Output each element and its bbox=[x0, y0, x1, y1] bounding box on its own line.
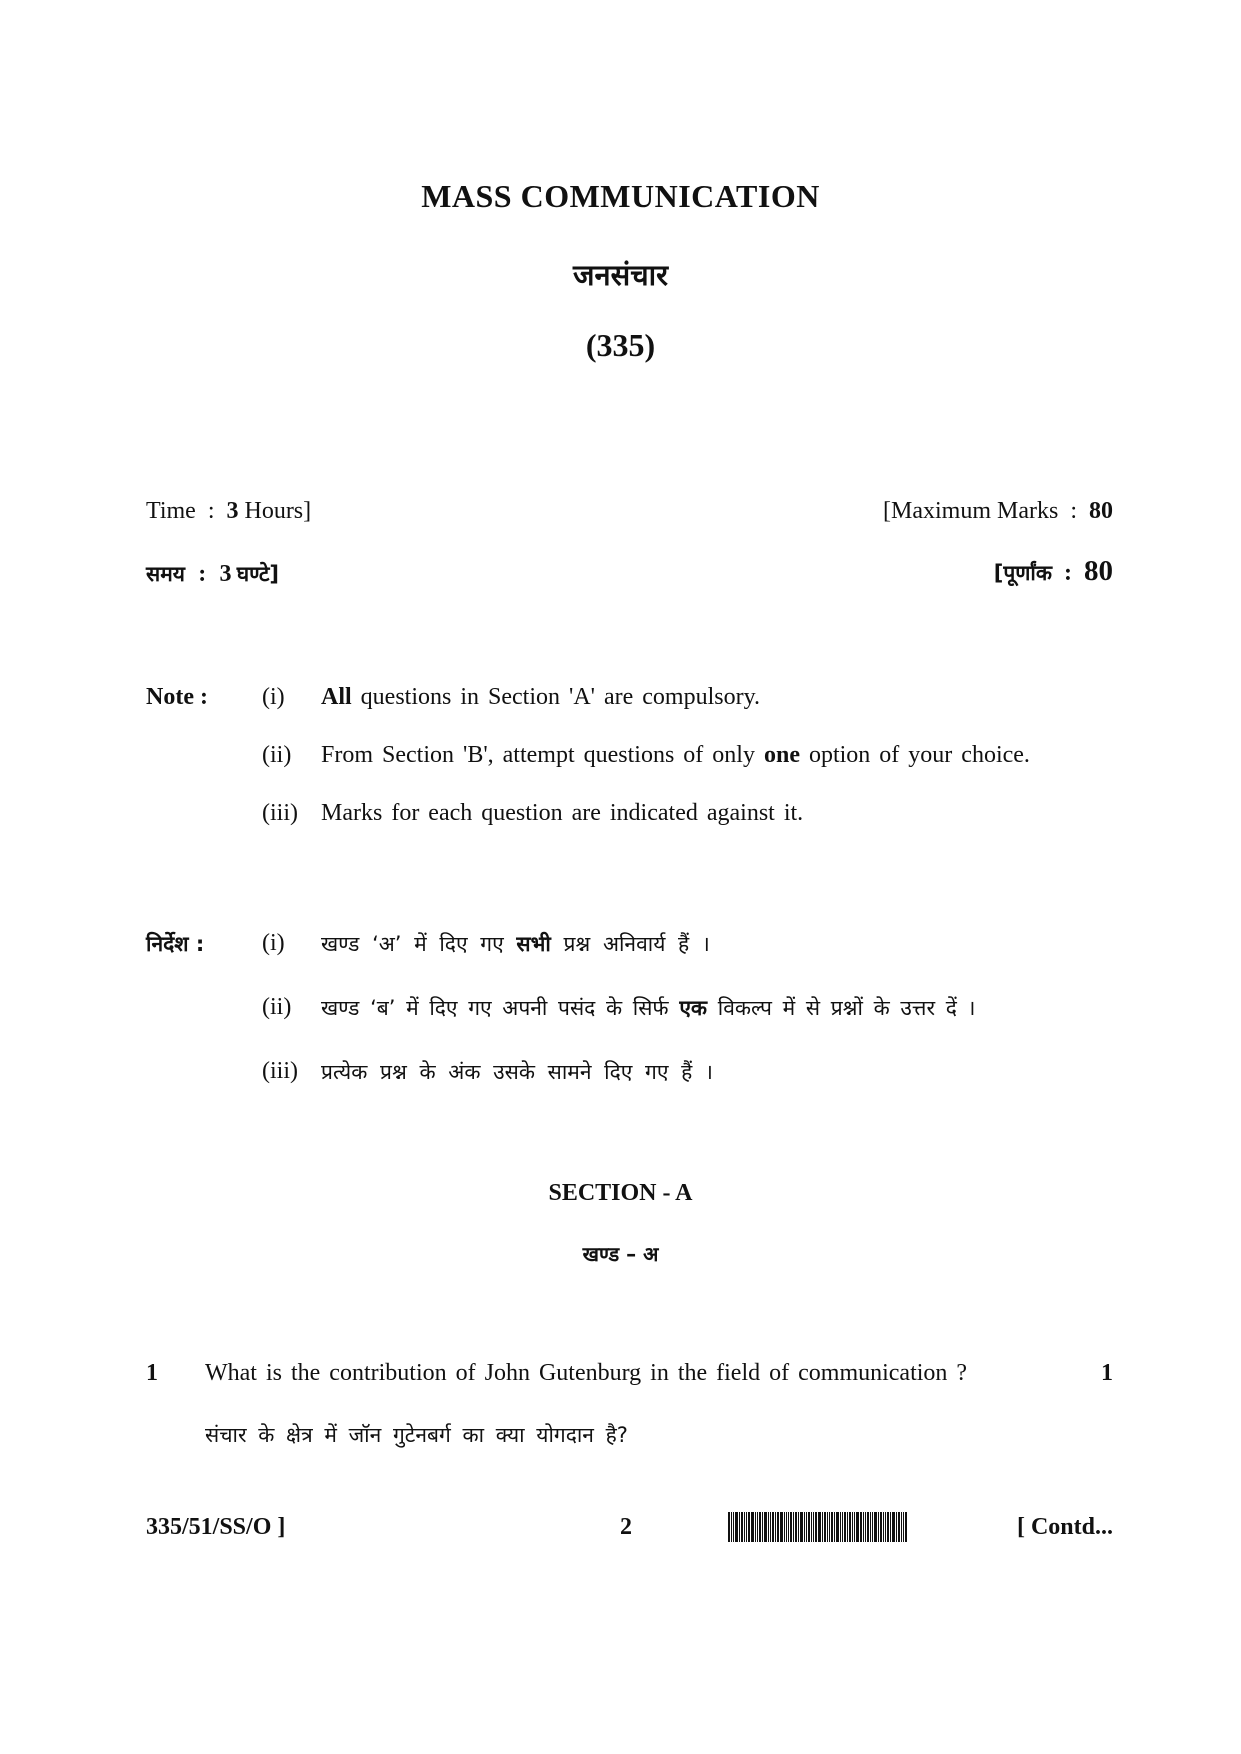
barcode-bar bbox=[872, 1512, 873, 1542]
max-marks-label-hi: [पूर्णांक bbox=[993, 561, 1052, 585]
note-item-text: Marks for each question are indicated against it. bbox=[321, 800, 804, 826]
time-label-hi: समय bbox=[146, 562, 185, 586]
barcode-bar bbox=[800, 1512, 803, 1542]
barcode-bar bbox=[883, 1512, 884, 1542]
barcode-bar bbox=[748, 1512, 750, 1542]
barcode-bar bbox=[885, 1512, 886, 1542]
barcode-bar bbox=[878, 1512, 879, 1542]
barcode-bar bbox=[860, 1512, 862, 1542]
barcode-bar bbox=[834, 1512, 835, 1542]
barcode-bar bbox=[804, 1512, 805, 1542]
barcode-bar bbox=[733, 1512, 734, 1542]
max-marks-label: [Maximum Marks bbox=[883, 498, 1059, 524]
barcode-bar bbox=[764, 1512, 767, 1542]
question-number: 1 bbox=[146, 1360, 158, 1386]
note-label-hindi: निर्देश : bbox=[146, 932, 205, 956]
barcode-bar bbox=[741, 1512, 743, 1542]
max-marks-sep: : bbox=[1070, 498, 1077, 524]
barcode-bar bbox=[784, 1512, 785, 1542]
barcode-bar bbox=[739, 1512, 740, 1542]
barcode-bar bbox=[874, 1512, 877, 1542]
barcode-bar bbox=[854, 1512, 855, 1542]
barcode-bar bbox=[731, 1512, 732, 1542]
barcode-bar bbox=[901, 1512, 902, 1542]
paper-title-hindi: जनसंचार bbox=[572, 258, 668, 292]
barcode-bar bbox=[786, 1512, 787, 1542]
barcode-bar bbox=[818, 1512, 821, 1542]
barcode-bar bbox=[865, 1512, 866, 1542]
note-item-text: खण्ड ‘अ’ में दिए गए bbox=[321, 932, 504, 956]
note-item bbox=[321, 800, 803, 827]
max-marks-value-hi: 80 bbox=[1084, 555, 1113, 587]
note-item-hindi bbox=[321, 994, 976, 1022]
note-item-bold: All bbox=[321, 684, 352, 710]
time-line-en bbox=[146, 498, 311, 525]
note-item-number: (iii) bbox=[262, 1058, 298, 1084]
barcode-bar bbox=[890, 1512, 891, 1542]
barcode-bar bbox=[880, 1512, 882, 1542]
barcode-bar bbox=[755, 1512, 756, 1542]
barcode-bar bbox=[822, 1512, 823, 1542]
barcode-bar bbox=[759, 1512, 761, 1542]
barcode-bar bbox=[824, 1512, 826, 1542]
time-value: 3 bbox=[226, 498, 239, 524]
barcode-bar bbox=[887, 1512, 889, 1542]
barcode-bar bbox=[898, 1512, 900, 1542]
note-item-number: (i) bbox=[262, 684, 285, 710]
barcode-bar bbox=[870, 1512, 871, 1542]
barcode-bar bbox=[772, 1512, 774, 1542]
time-label: Time bbox=[146, 498, 196, 524]
note-item-hindi bbox=[321, 930, 710, 958]
note-item-bold: एक bbox=[679, 996, 708, 1020]
barcode-bar bbox=[744, 1512, 745, 1542]
max-marks-line-hi bbox=[994, 555, 1113, 588]
barcode-bar bbox=[806, 1512, 807, 1542]
note-item-text: खण्ड ‘ब’ में दिए गए अपनी पसंद के सिर्फ bbox=[321, 996, 669, 1020]
note-item-number: (ii) bbox=[262, 994, 292, 1020]
barcode-bar bbox=[770, 1512, 771, 1542]
note-label: Note : bbox=[146, 684, 208, 710]
subject-code: (335) bbox=[585, 327, 656, 363]
barcode-bar bbox=[780, 1512, 783, 1542]
page-number: 2 bbox=[620, 1514, 632, 1540]
paper-code: 335/51/SS/O ] bbox=[146, 1514, 286, 1540]
barcode-bar bbox=[757, 1512, 758, 1542]
barcode-bar bbox=[856, 1512, 859, 1542]
barcode bbox=[728, 1512, 980, 1542]
barcode-bar bbox=[775, 1512, 776, 1542]
barcode-bar bbox=[829, 1512, 830, 1542]
note-item-text: From Section 'B', attempt questions of only bbox=[321, 742, 755, 768]
barcode-bar bbox=[751, 1512, 754, 1542]
barcode-bar bbox=[788, 1512, 789, 1542]
barcode-bar bbox=[847, 1512, 848, 1542]
contd-label: [ Contd... bbox=[1016, 1514, 1113, 1540]
barcode-bar bbox=[768, 1512, 769, 1542]
barcode-bar bbox=[808, 1512, 810, 1542]
note-item-text: option of your choice. bbox=[808, 742, 1030, 768]
barcode-bar bbox=[836, 1512, 839, 1542]
note-item bbox=[321, 684, 760, 711]
barcode-bar bbox=[831, 1512, 833, 1542]
barcode-bar bbox=[892, 1512, 895, 1542]
barcode-bar bbox=[896, 1512, 897, 1542]
note-item-text: प्रश्न अनिवार्य हैं । bbox=[563, 932, 710, 956]
barcode-bar bbox=[735, 1512, 738, 1542]
barcode-bar bbox=[793, 1512, 794, 1542]
barcode-bar bbox=[813, 1512, 814, 1542]
note-item-number: (i) bbox=[262, 930, 285, 956]
barcode-bar bbox=[798, 1512, 799, 1542]
time-sep: : bbox=[207, 498, 215, 524]
note-item bbox=[321, 742, 1030, 769]
time-value-hi: 3 bbox=[219, 561, 232, 587]
section-title-hindi: खण्ड – अ bbox=[582, 1242, 659, 1266]
note-item-text: प्रत्येक प्रश्न के अंक उसके सामने दिए गए हैं । bbox=[321, 1060, 713, 1084]
question-text-hindi: संचार के क्षेत्र में जॉन गुटेनबर्ग का क्या योगदान है? bbox=[205, 1423, 628, 1447]
max-marks-line-en bbox=[883, 498, 1113, 525]
barcode-bar bbox=[815, 1512, 817, 1542]
note-item-text: questions in Section 'A' are compulsory. bbox=[360, 684, 761, 710]
barcode-bar bbox=[790, 1512, 792, 1542]
note-item-number: (iii) bbox=[262, 800, 298, 826]
question-text: What is the contribution of John Gutenburg in the field of communication ? bbox=[205, 1360, 968, 1386]
paper-title: MASS COMMUNICATION bbox=[421, 178, 820, 214]
barcode-bar bbox=[728, 1512, 730, 1542]
barcode-bar bbox=[867, 1512, 869, 1542]
max-marks-sep-hi: : bbox=[1064, 560, 1072, 586]
note-item-number: (ii) bbox=[262, 742, 292, 768]
barcode-bar bbox=[842, 1512, 843, 1542]
barcode-bar bbox=[746, 1512, 747, 1542]
barcode-bar bbox=[840, 1512, 841, 1542]
barcode-bar bbox=[827, 1512, 828, 1542]
max-marks-value: 80 bbox=[1089, 498, 1113, 524]
section-title: SECTION - A bbox=[548, 1180, 693, 1206]
note-item-bold: सभी bbox=[516, 932, 551, 956]
barcode-bar bbox=[849, 1512, 851, 1542]
note-item-text: विकल्प में से प्रश्नों के उत्तर दें । bbox=[717, 996, 976, 1020]
time-unit: Hours] bbox=[244, 498, 312, 524]
barcode-bar bbox=[762, 1512, 763, 1542]
barcode-bar bbox=[795, 1512, 797, 1542]
time-line-hi bbox=[146, 560, 279, 588]
barcode-bar bbox=[903, 1512, 904, 1542]
time-unit-hi: घण्टे] bbox=[236, 562, 280, 586]
time-sep-hi: : bbox=[198, 561, 207, 587]
barcode-bar bbox=[811, 1512, 812, 1542]
note-item-bold: one bbox=[763, 742, 800, 768]
barcode-bar bbox=[777, 1512, 779, 1542]
note-item-hindi bbox=[321, 1058, 713, 1086]
barcode-bar bbox=[844, 1512, 846, 1542]
question-marks: 1 bbox=[1101, 1360, 1113, 1386]
barcode-bar bbox=[863, 1512, 864, 1542]
barcode-bar bbox=[852, 1512, 853, 1542]
barcode-bar bbox=[905, 1512, 907, 1542]
